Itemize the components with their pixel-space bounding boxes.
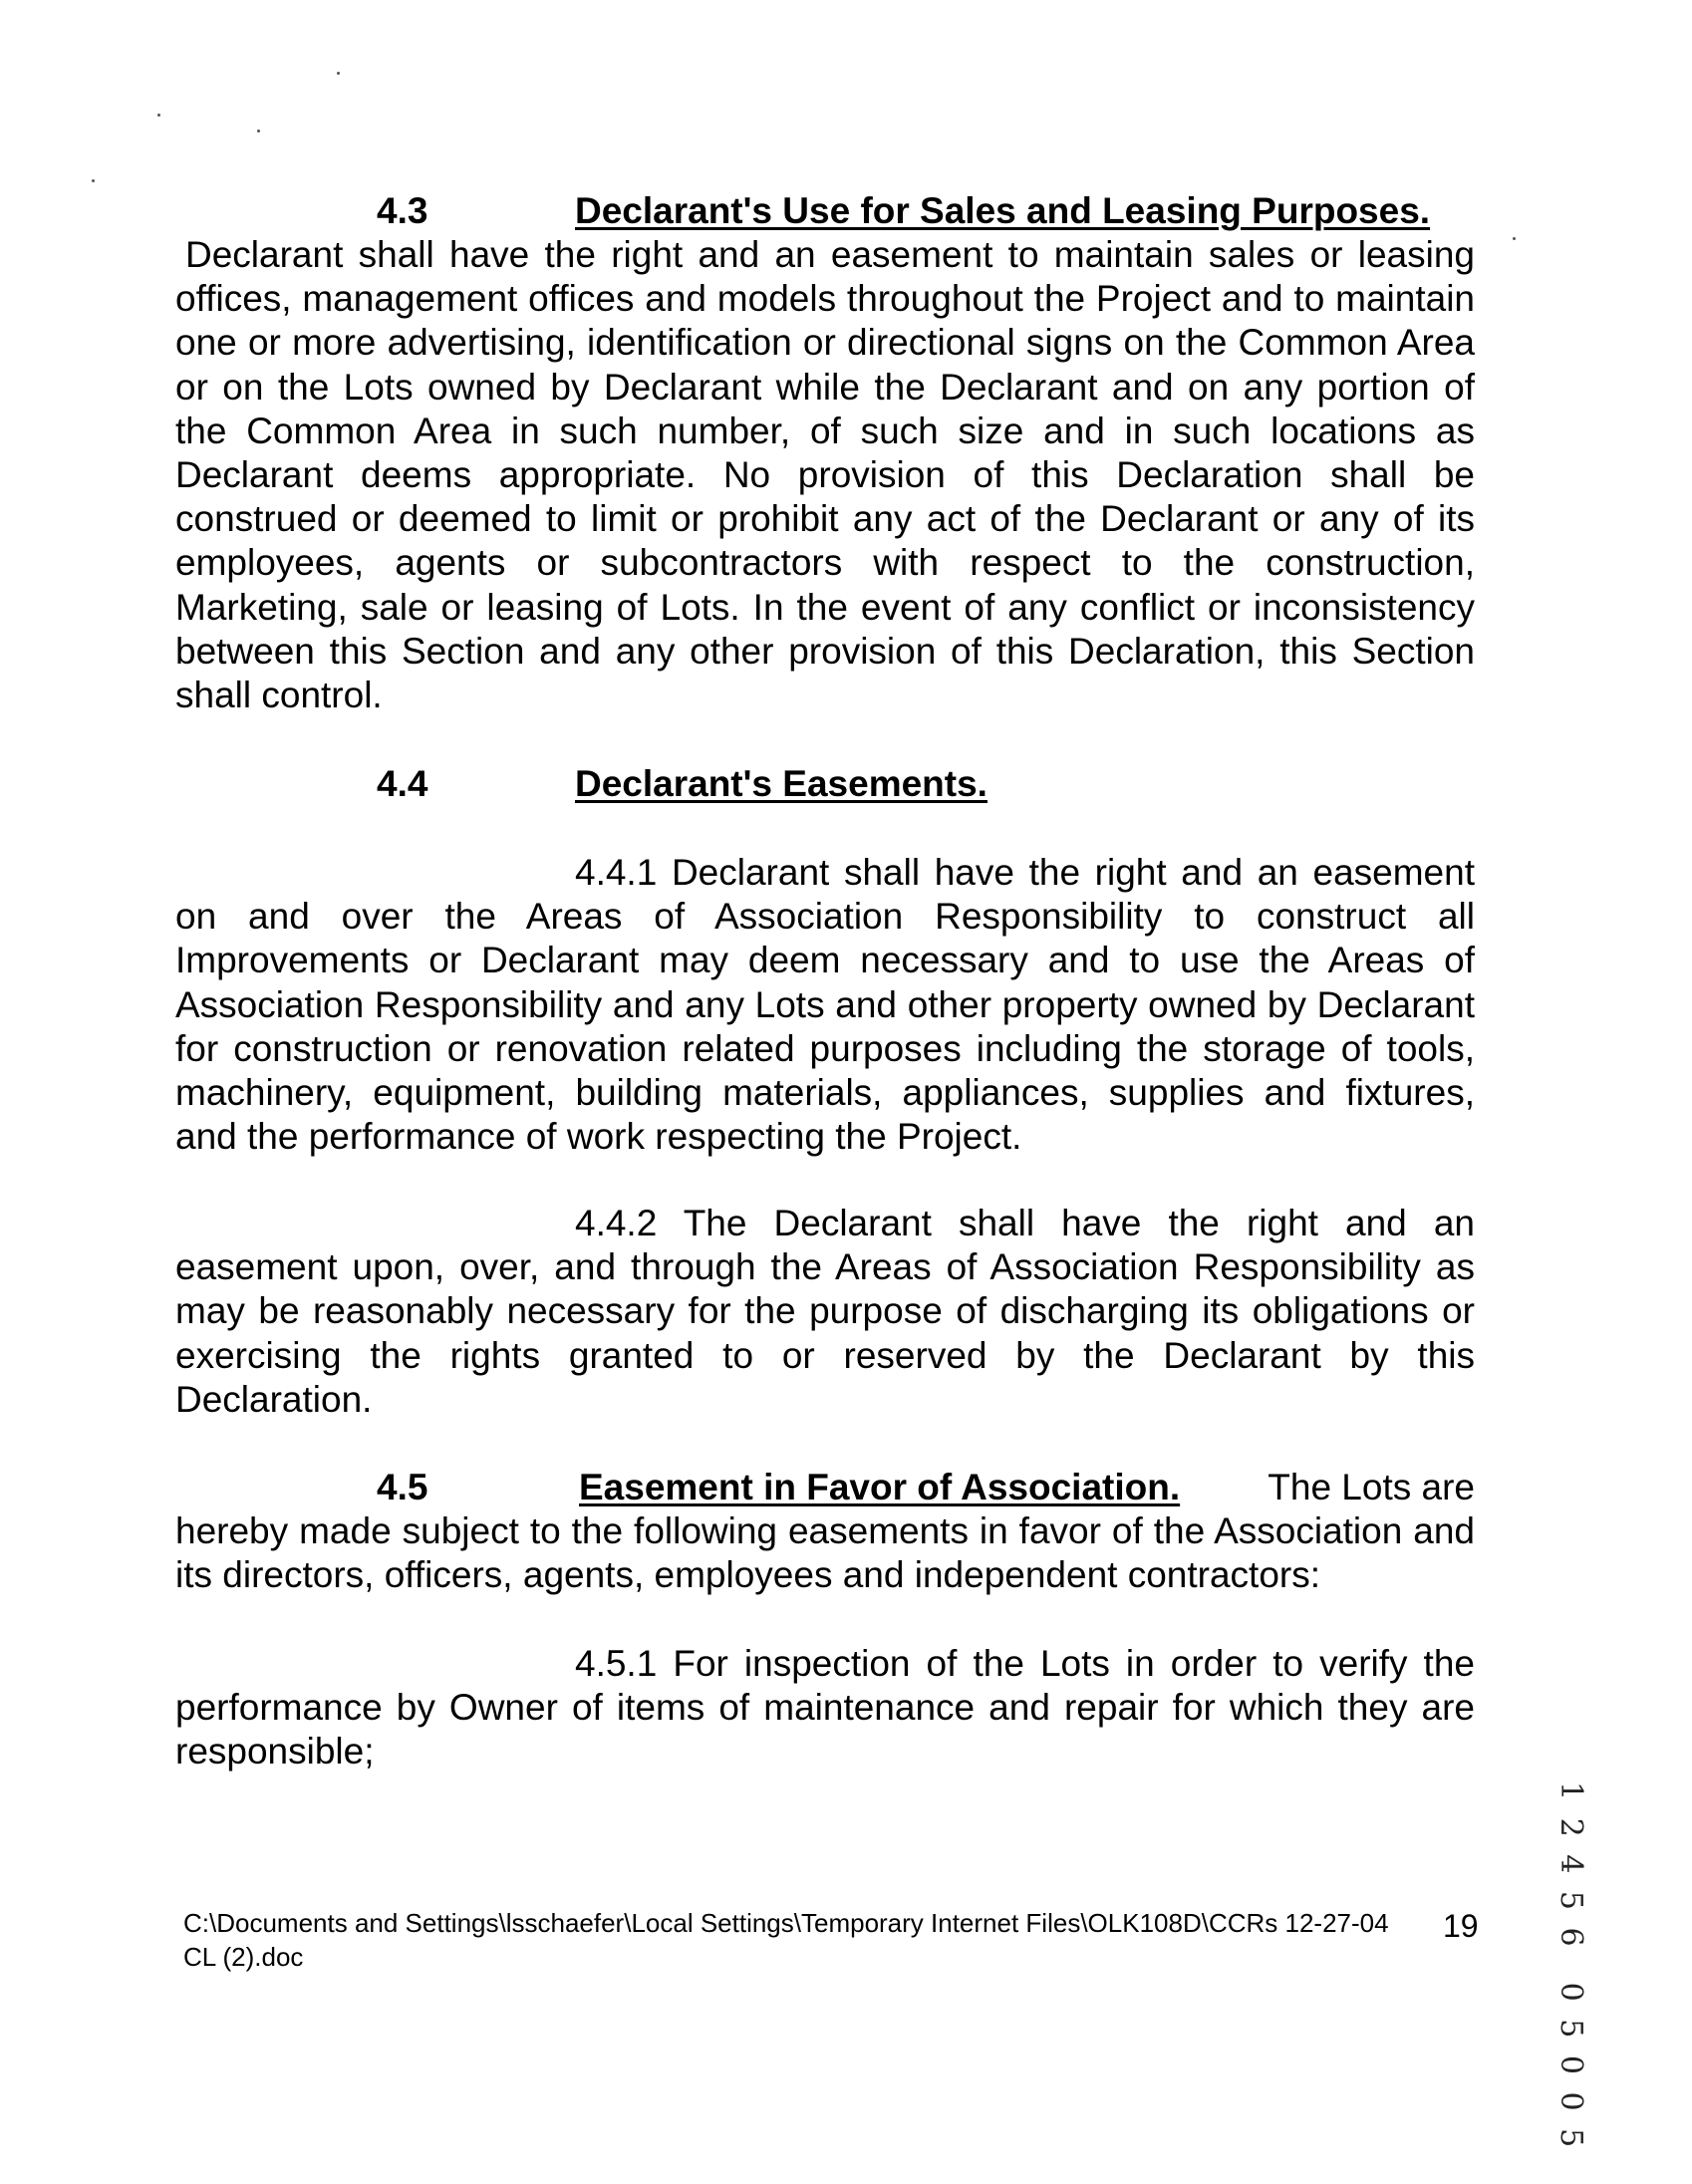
subsection-text: 4.4.1 Declarant shall have the right and an easement on and over the Areas of Association Responsibility to construct all Improvements or Declarant may deem necessary and to use the Areas of Association Responsibility and any Lots and other property owned by Declarant for construction or renovation related purposes including the storage of tools, machinery, equipment, building materials, appliances, supplies and fixtures, and the performance of work respecting the Project. — [175, 852, 1475, 1158]
scan-speck — [92, 179, 95, 182]
section-number: 4.4 — [377, 763, 428, 804]
subsection-text: 4.4.2 The Declarant shall have the right and an easement upon, over, and through the Areas of Association Responsibility as may be reasonably necessary for the purpose of discharging its obligations or exercising the rights granted to or reserved by the Declarant by this Declaration. — [175, 1203, 1475, 1420]
section-number: 4.5 — [377, 1467, 428, 1507]
scan-speck — [257, 130, 260, 133]
section-title: Declarant's Easements. — [575, 763, 987, 804]
page-number: 19 — [1443, 1908, 1479, 1944]
section-title: Easement in Favor of Association. — [579, 1467, 1181, 1507]
section-title: Declarant's Use for Sales and Leasing Purposes. — [575, 190, 1431, 231]
subsection-text: 4.5.1 For inspection of the Lots in order to verify the performance by Owner of items of maintenance and repair for which they are responsible; — [175, 1643, 1475, 1773]
section-title-tail: The Lots are — [1268, 1467, 1475, 1507]
subsection-4-4-1 — [175, 851, 1475, 1159]
scan-speck — [157, 114, 160, 117]
footer-file-path: C:\Documents and Settings\lsschaefer\Local Settings\Temporary Internet Files\OLK108D\CCRs 12-27-04 CL (2).doc — [183, 1908, 1389, 1972]
section-number: 4.3 — [377, 190, 428, 231]
subsection-4-5-1 — [175, 1642, 1475, 1774]
stamp-part: 1 2 4 5 6 — [1553, 1781, 1588, 1951]
section-4-3-body: Declarant shall have the right and an easement to maintain sales or leasing offices, management offices and models throughout the Project and to maintain one or more advertising, identification or directional signs on the Common Area or on the Lots owned by Declarant while the Declarant and on any portion of the Common Area in such number, of such size and in such locations as Declarant deems appropriate. No provision of this Declaration shall be construed or deemed to limit or prohibit any act of the Declarant or any of its employees, agents or subcontractors with respect to the construction, Marketing, sale or leasing of Lots. In the event of any conflict or inconsistency between this Section and any other provision of this Declaration, this Section shall control. — [175, 234, 1475, 716]
document-stamp — [1553, 1781, 1588, 2151]
scan-speck — [1513, 237, 1516, 240]
section-4-5-body: hereby made subject to the following easements in favor of the Association and its directors, officers, agents, employees and independent contractors: — [175, 1510, 1475, 1596]
scan-speck — [337, 72, 340, 75]
subsection-4-4-2 — [175, 1202, 1475, 1422]
stamp-part: 0 5 0 0 5 — [1553, 1982, 1588, 2152]
